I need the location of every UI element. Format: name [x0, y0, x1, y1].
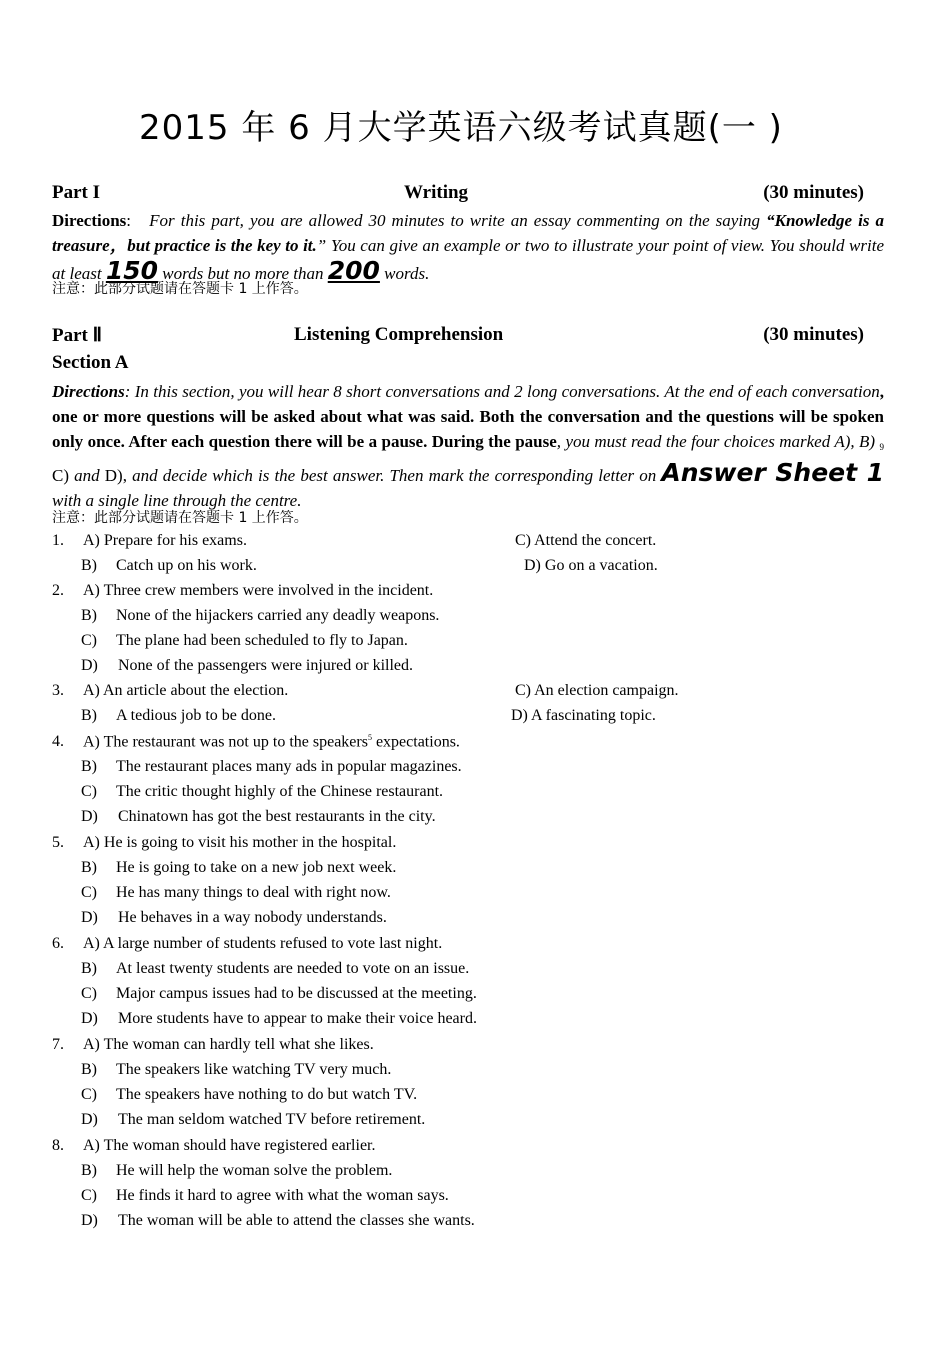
page-title: 2015 年 6 月大学英语六级考试真题(一 ) [139, 108, 783, 148]
answer-sheet-label: Answer Sheet 1 [661, 458, 885, 487]
q2-option-c-letter: C) [81, 632, 97, 649]
q6-option-b: At least twenty students are needed to vote on an issue. [116, 960, 470, 977]
q5-option-b: He is going to take on a new job next week. [116, 859, 397, 876]
q8-option-a: A) The woman should have registered earlier. [83, 1137, 376, 1154]
q3-option-b-letter: B) [81, 707, 97, 724]
question-number: 1. [52, 532, 64, 549]
max-words: 200 [327, 256, 380, 285]
part2-directions-label: Directions [52, 382, 125, 401]
q8-option-c: He finds it hard to agree with what the woman says. [116, 1187, 449, 1204]
q6-option-c-letter: C) [81, 985, 97, 1002]
q5-number: 5. [52, 834, 64, 851]
q1-option-d: D) Go on a vacation. [524, 557, 658, 574]
q3-number: 3. [52, 682, 64, 699]
q2-number: 2. [52, 582, 64, 599]
q6-option-c: Major campus issues had to be discussed at the meeting. [116, 985, 477, 1002]
q4-option-b: The restaurant places many ads in popular magazines. [116, 758, 462, 775]
q1-option-a: A) Prepare for his exams. [83, 532, 247, 549]
part1-name: Writing [404, 182, 469, 203]
q5-option-b-letter: B) [81, 859, 97, 876]
q2-option-d-letter: D) [81, 657, 98, 674]
q1-option-b: Catch up on his work. [116, 557, 257, 574]
q4-option-a-sup: 5 [367, 733, 372, 742]
q2-option-a: A) Three crew members were involved in the incident. [83, 582, 434, 599]
q1-option-c: C) Attend the concert. [515, 532, 657, 549]
q6-option-a: A) A large number of students refused to vote last night. [83, 935, 443, 952]
part1-time: (30 minutes) [763, 182, 864, 203]
part2-text-a: : In this section, you will hear 8 short conversations and 2 long conversations. At the end of each conversation [124, 382, 880, 401]
part2-text-f: and [74, 466, 100, 485]
part2-text-d: , you must read the four choices marked A), B) [556, 432, 876, 451]
q4-option-c-letter: C) [81, 783, 97, 800]
q5-option-d-letter: D) [81, 909, 98, 926]
q7-option-b: The speakers like watching TV very much. [116, 1061, 392, 1078]
part1-text-d: words. [384, 264, 430, 283]
q4-option-c: The critic thought highly of the Chinese restaurant. [116, 783, 444, 800]
q8-number: 8. [52, 1137, 64, 1154]
part1-directions: Directions: For this part, you are allowed 30 minutes to write an essay commenting on the saying “Knowledge is a treasure，but practice is the key to it.” You can give an example or two to illustrate your point of view. You should write at least 150 words but no more than 200 words. [52, 211, 884, 285]
q3-option-a: A) An article about the election. [83, 682, 289, 699]
q7-number: 7. [52, 1036, 64, 1053]
part2-directions [52, 379, 884, 513]
q2-option-c: The plane had been scheduled to fly to Japan. [116, 632, 408, 649]
q6-option-b-letter: B) [81, 960, 97, 977]
q2-option-d: None of the passengers were injured or killed. [118, 657, 414, 674]
part1-text-a: For this part, you are allowed 30 minutes to write an essay commenting on the saying [149, 211, 761, 230]
q5-option-c-letter: C) [81, 884, 97, 901]
q8-option-d-letter: D) [81, 1212, 98, 1229]
part2-text-b: , one or more questions will be asked about what was said. Both the conversation and the questions will be spoken only once. After each question there will be a pause [52, 382, 884, 451]
q6-option-d: More students have to appear to make their voice heard. [118, 1010, 477, 1027]
q2-option-b: None of the hijackers carried any deadly weapons. [116, 607, 440, 624]
part2-text-e: C) [52, 466, 69, 485]
part2-text-c: . During the pause [423, 432, 557, 451]
q8-option-b: He will help the woman solve the problem. [116, 1162, 393, 1179]
part2-label: Part Ⅱ [52, 325, 102, 346]
q7-option-a: A) The woman can hardly tell what she likes. [83, 1036, 374, 1053]
q1-option-b-letter: B) [81, 557, 97, 574]
q2-option-b-letter: B) [81, 607, 97, 624]
part1-note: 注意：此部分试题请在答题卡 1 上作答。 [52, 281, 308, 297]
q4-option-a-tail: expectations. [371, 733, 460, 751]
q5-option-c: He has many things to deal with right now. [116, 884, 391, 901]
q4-option-a [83, 733, 460, 751]
part1-text-b: ” You can give an example or two to illustrate your point of view. You should write at least [52, 236, 884, 283]
q3-option-d: D) A fascinating topic. [511, 707, 656, 724]
q8-option-b-letter: B) [81, 1162, 97, 1179]
q4-number: 4. [52, 733, 64, 750]
q8-option-d: The woman will be able to attend the classes she wants. [118, 1212, 475, 1229]
part2-text-i: with a single line through the centre. [52, 491, 302, 510]
q7-option-b-letter: B) [81, 1061, 97, 1078]
part2-text-g: D), [104, 466, 127, 485]
q5-option-a: A) He is going to visit his mother in the hospital. [83, 834, 397, 851]
part2-superscript: 9 [879, 442, 884, 452]
q7-option-d: The man seldom watched TV before retirement. [118, 1111, 426, 1128]
section-a-heading: Section A [52, 352, 129, 373]
q7-option-c-letter: C) [81, 1086, 97, 1103]
part1-text-c: words but no more than [162, 264, 324, 283]
q3-option-b: A tedious job to be done. [116, 707, 276, 724]
q4-option-a-text: A) The restaurant was not up to the speakers [83, 733, 368, 751]
q7-option-d-letter: D) [81, 1111, 98, 1128]
q8-option-c-letter: C) [81, 1187, 97, 1204]
min-words: 150 [105, 256, 159, 285]
part1-directions-label: Directions [52, 211, 127, 230]
q6-number: 6. [52, 935, 64, 952]
part1-quote: “Knowledge is a treasure，but practice is the key to it. [52, 211, 884, 255]
q4-option-b-letter: B) [81, 758, 97, 775]
q3-option-c: C) An election campaign. [515, 682, 679, 699]
q4-option-d: Chinatown has got the best restaurants in the city. [118, 808, 436, 825]
q5-option-d: He behaves in a way nobody understands. [118, 909, 387, 926]
q7-option-c: The speakers have nothing to do but watch TV. [116, 1086, 418, 1103]
part2-text-h: and decide which is the best answer. Then mark the corresponding letter on [132, 466, 657, 485]
part2-time: (30 minutes) [763, 324, 864, 345]
part2-note: 注意：此部分试题请在答题卡 1 上作答。 [52, 510, 308, 526]
q6-option-d-letter: D) [81, 1010, 98, 1027]
part2-name: Listening Comprehension [294, 324, 504, 345]
part1-label: Part I [52, 182, 101, 203]
q4-option-d-letter: D) [81, 808, 98, 825]
